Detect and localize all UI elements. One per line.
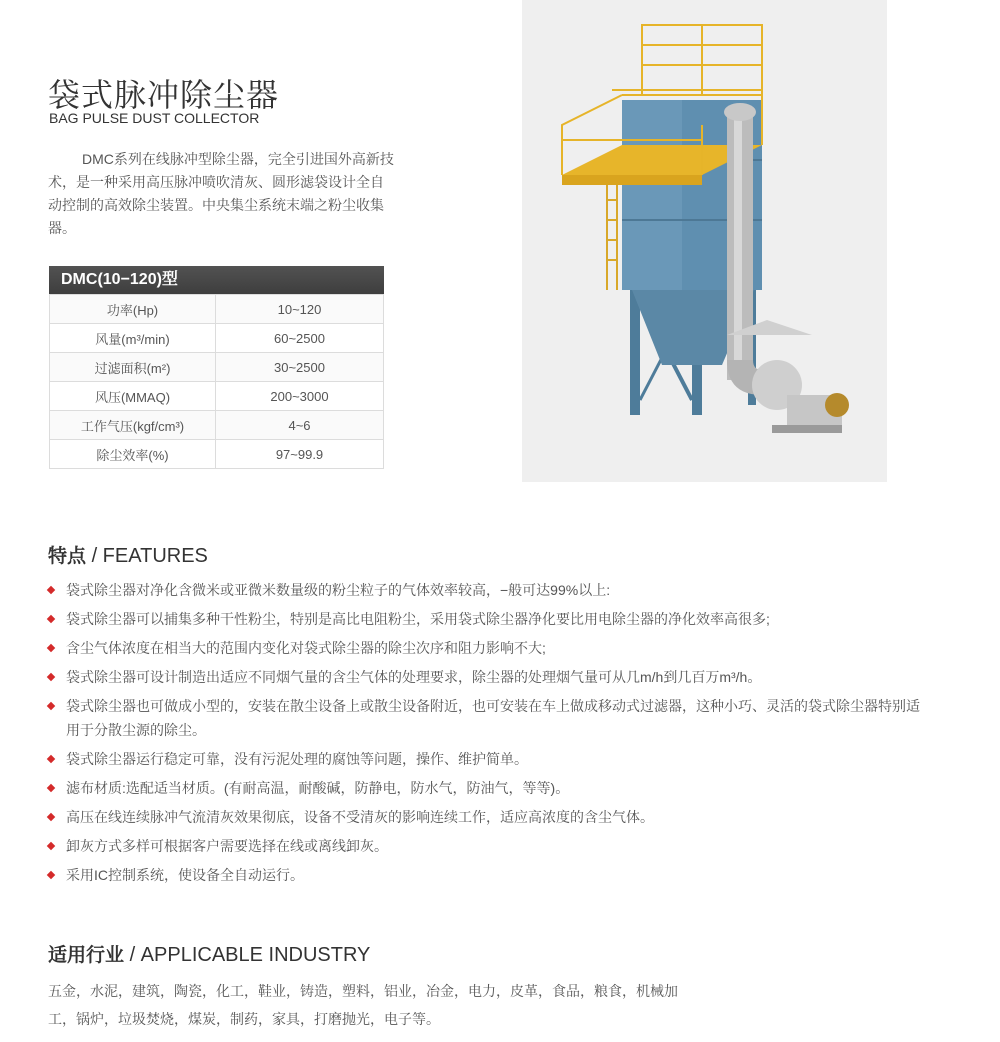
features-title-cn: 特点 [48,546,87,567]
spec-row [50,411,384,440]
industry-heading [48,940,370,967]
feature-item [48,665,928,689]
spec-row [50,353,384,382]
spec-value: 30~2500 [216,353,384,382]
feature-text: 采用IC控制系统，使设备全自动运行。 [66,867,304,883]
spec-row [50,440,384,469]
spec-value: 4~6 [216,411,384,440]
spec-model-header: DMC(10−120)型 [49,266,384,294]
spec-label: 风量(m³/min) [50,324,216,353]
diamond-bullet-icon [47,784,55,792]
diamond-bullet-icon [47,644,55,652]
diamond-bullet-icon [47,615,55,623]
spec-value: 97~99.9 [216,440,384,469]
spec-label: 功率(Hp) [50,295,216,324]
intro-paragraph: DMC系列在线脉冲型除尘器，完全引进国外高新技术，是一种采用高压脉冲喷吹清灰、圆形滤袋设计全自动控制的高效除尘装置。中央集尘系统末端之粉尘收集器。 [48,151,394,236]
feature-text: 袋式除尘器可以捕集多种干性粉尘，特别是高比电阻粉尘，采用袋式除尘器净化要比用电除尘器的净化效率高很多; [66,611,770,627]
feature-item [48,747,928,771]
spec-label: 风压(MMAQ) [50,382,216,411]
feature-text: 袋式除尘器运行稳定可靠，没有污泥处理的腐蚀等问题，操作、维护简单。 [66,751,528,767]
feature-item [48,863,928,887]
feature-text: 高压在线连续脉冲气流清灰效果彻底，设备不受清灰的影响连续工作，适应高浓度的含尘气体。 [66,809,654,825]
feature-text: 滤布材质:选配适当材质。(有耐高温，耐酸碱，防静电，防水气，防油气，等等)。 [66,780,570,796]
feature-text: 袋式除尘器也可做成小型的，安装在散尘设备上或散尘设备附近，也可安装在车上做成移动式过滤器，这种小巧、灵活的袋式除尘器特别适用于分散尘源的除尘。 [66,698,920,738]
feature-item [48,607,928,631]
feature-item [48,694,928,742]
diamond-bullet-icon [47,702,55,710]
diamond-bullet-icon [47,673,55,681]
spec-value: 10~120 [216,295,384,324]
feature-item [48,636,928,660]
features-title-en: / FEATURES [86,545,208,567]
feature-text: 卸灰方式多样可根据客户需要选择在线或离线卸灰。 [66,838,388,854]
feature-item [48,834,928,858]
spec-label: 过滤面积(m²) [50,353,216,382]
feature-item [48,776,928,800]
feature-text: 袋式除尘器对净化含微米或亚微米数量级的粉尘粒子的气体效率较高，−般可达99%以上: [66,582,611,598]
spec-row [50,324,384,353]
spec-label: 工作气压(kgf/cm³) [50,411,216,440]
industry-text: 五金，水泥，建筑，陶瓷，化工，鞋业，铸造，塑料，铝业，冶金，电力，皮革，食品，粮食，机械加工，锅炉，垃圾焚烧，煤炭，制药，家具，打磨抛光，电子等。 [48,983,678,1027]
spec-table-block [49,266,384,469]
spec-value: 200~3000 [216,382,384,411]
feature-item [48,578,928,602]
spec-value: 60~2500 [216,324,384,353]
feature-item [48,805,928,829]
page-subtitle: BAG PULSE DUST COLLECTOR [49,110,260,126]
industry-title-cn: 适用行业 [48,945,125,966]
spec-row [50,382,384,411]
diamond-bullet-icon [47,813,55,821]
diamond-bullet-icon [47,842,55,850]
industry-title-en: / APPLICABLE INDUSTRY [124,944,371,966]
diamond-bullet-icon [47,871,55,879]
diamond-bullet-icon [47,755,55,763]
feature-text: 袋式除尘器可设计制造出适应不同烟气量的含尘气体的处理要求，除尘器的处理烟气量可从几m/h到几百万m³/h。 [66,669,762,685]
spec-label: 除尘效率(%) [50,440,216,469]
page-title: 袋式脉冲除尘器 [48,77,280,113]
feature-text: 含尘气体浓度在相当大的范围内变化对袋式除尘器的除尘次序和阻力影响不大; [66,640,546,656]
spec-row [50,295,384,324]
features-heading [48,541,208,568]
product-photo [522,0,887,482]
spec-table [49,294,384,469]
diamond-bullet-icon [47,586,55,594]
features-list [48,578,928,892]
dust-collector-illustration [522,0,887,482]
